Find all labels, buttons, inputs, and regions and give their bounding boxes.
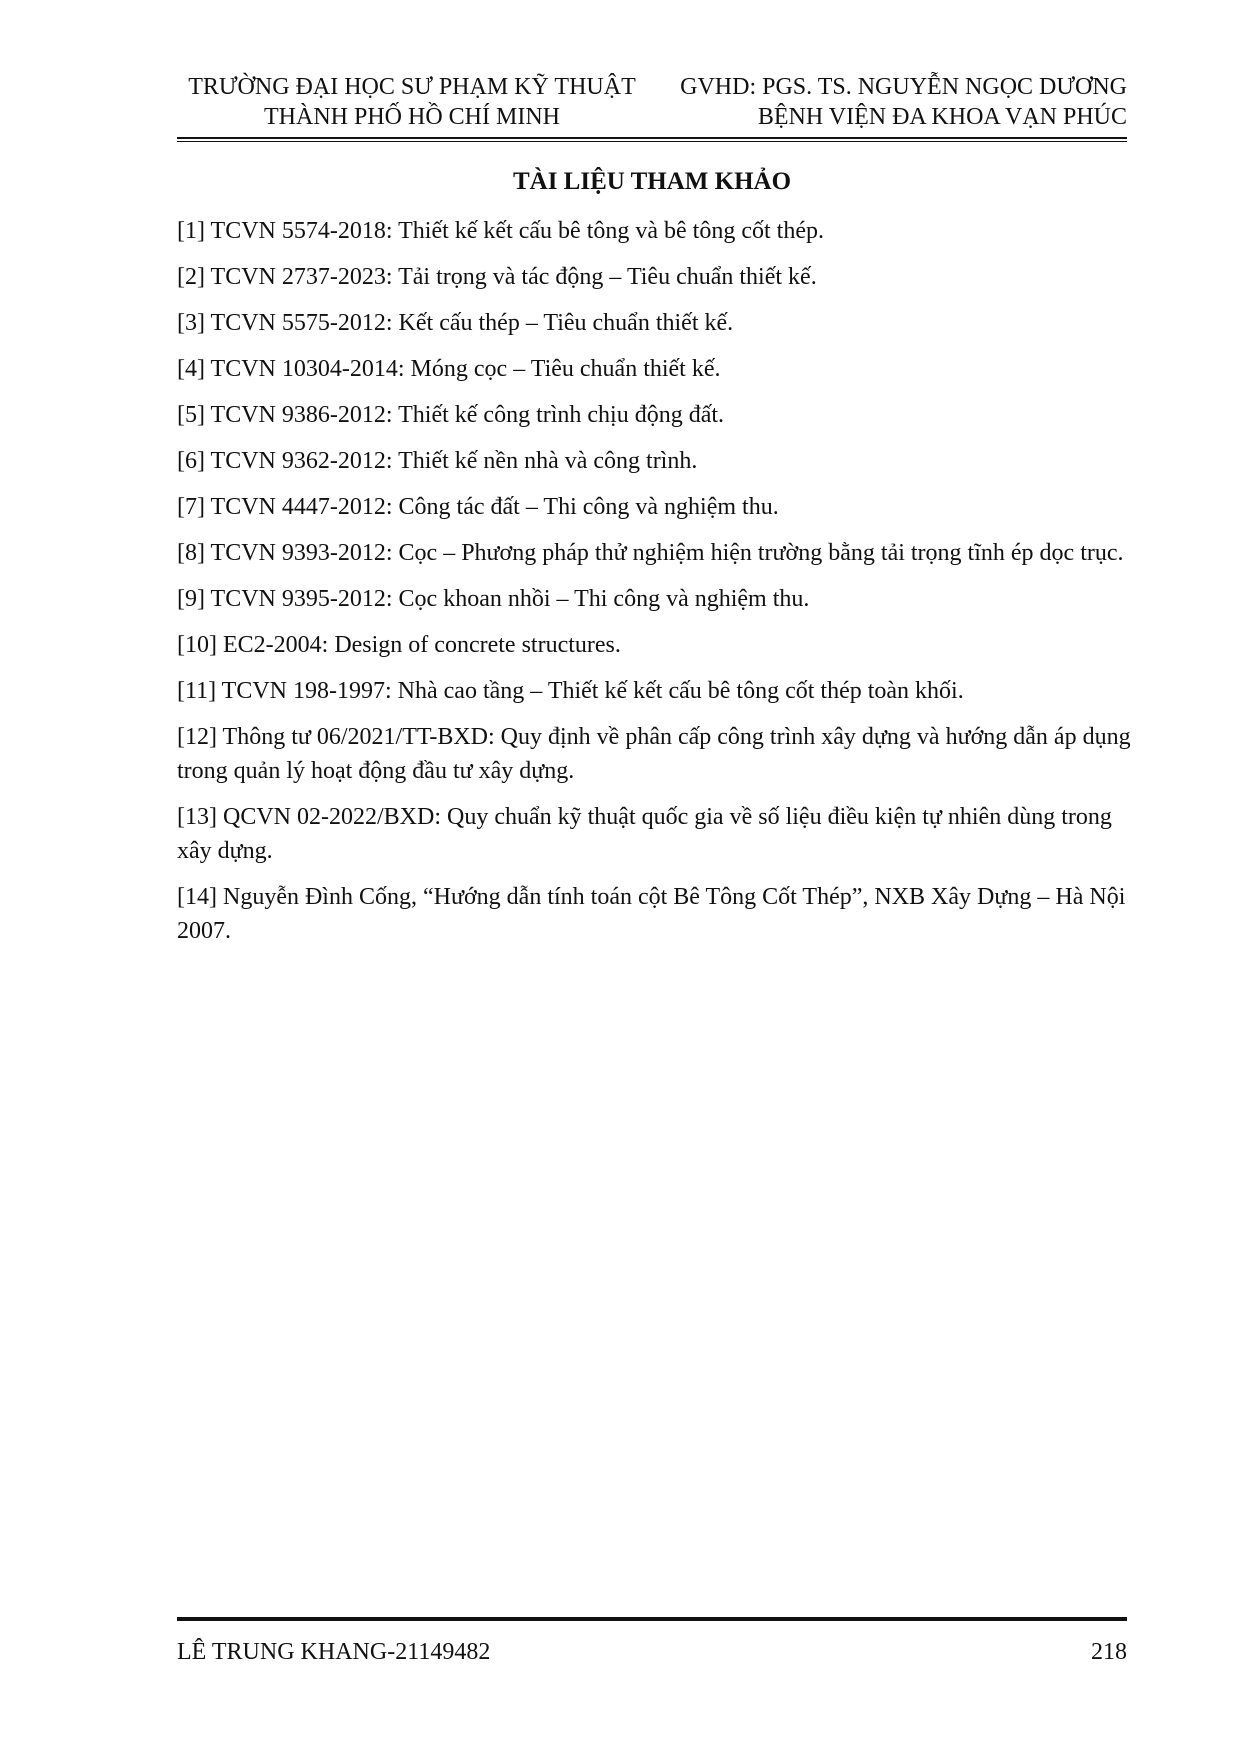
header-divider bbox=[177, 137, 1127, 139]
page-footer bbox=[177, 1637, 1127, 1667]
reference-item: [14] Nguyễn Đình Cống, “Hướng dẫn tính toán cột Bê Tông Cốt Thép”, NXB Xây Dựng – Hà Nội 2007. bbox=[177, 884, 1126, 944]
reference-item: [13] QCVN 02-2022/BXD: Quy chuẩn kỹ thuật quốc gia về số liệu điều kiện tự nhiên dùng trong xây dựng. bbox=[177, 804, 1112, 864]
page-number: 218 bbox=[1091, 1639, 1127, 1665]
header-divider-thin bbox=[177, 141, 1127, 142]
reference-item: [11] TCVN 198-1997: Nhà cao tầng – Thiết kế kết cấu bê tông cốt thép toàn khối. bbox=[177, 678, 964, 704]
project-name-line: BỆNH VIỆN ĐA KHOA VẠN PHÚC bbox=[757, 104, 1127, 130]
reference-item: [4] TCVN 10304-2014: Móng cọc – Tiêu chuẩn thiết kế. bbox=[177, 356, 721, 382]
school-name-line1: TRƯỜNG ĐẠI HỌC SƯ PHẠM KỸ THUẬT bbox=[188, 74, 636, 100]
advisor-line: GVHD: PGS. TS. NGUYỄN NGỌC DƯƠNG bbox=[680, 74, 1127, 100]
footer-divider bbox=[177, 1617, 1127, 1621]
reference-item: [7] TCVN 4447-2012: Công tác đất – Thi công và nghiệm thu. bbox=[177, 494, 779, 520]
reference-item: [3] TCVN 5575-2012: Kết cấu thép – Tiêu chuẩn thiết kế. bbox=[177, 310, 734, 336]
reference-item: [12] Thông tư 06/2021/TT-BXD: Quy định về phân cấp công trình xây dựng và hướng dẫn áp dụng trong quản lý hoạt động đầu tư xây dựng. bbox=[177, 724, 1131, 784]
references-title: TÀI LIỆU THAM KHẢO bbox=[512, 168, 792, 195]
reference-item: [1] TCVN 5574-2018: Thiết kế kết cấu bê tông và bê tông cốt thép. bbox=[177, 218, 824, 244]
reference-item: [9] TCVN 9395-2012: Cọc khoan nhồi – Thi công và nghiệm thu. bbox=[177, 586, 810, 612]
reference-item: [6] TCVN 9362-2012: Thiết kế nền nhà và công trình. bbox=[177, 448, 698, 474]
reference-item: [10] EC2-2004: Design of concrete structures. bbox=[177, 632, 621, 658]
reference-item: [5] TCVN 9386-2012: Thiết kế công trình chịu động đất. bbox=[177, 402, 725, 428]
references-list bbox=[177, 214, 1132, 960]
header-row-2 bbox=[177, 102, 1127, 132]
page-header bbox=[177, 72, 1127, 132]
school-name-line2: THÀNH PHỐ HỒ CHÍ MINH bbox=[264, 104, 560, 130]
header-row-1 bbox=[177, 72, 1127, 102]
reference-item: [8] TCVN 9393-2012: Cọc – Phương pháp thử nghiệm hiện trường bằng tải trọng tĩnh ép dọc trục. bbox=[177, 540, 1124, 566]
reference-item: [2] TCVN 2737-2023: Tải trọng và tác động – Tiêu chuẩn thiết kế. bbox=[177, 264, 817, 290]
author-name: LÊ TRUNG KHANG-21149482 bbox=[177, 1639, 491, 1665]
